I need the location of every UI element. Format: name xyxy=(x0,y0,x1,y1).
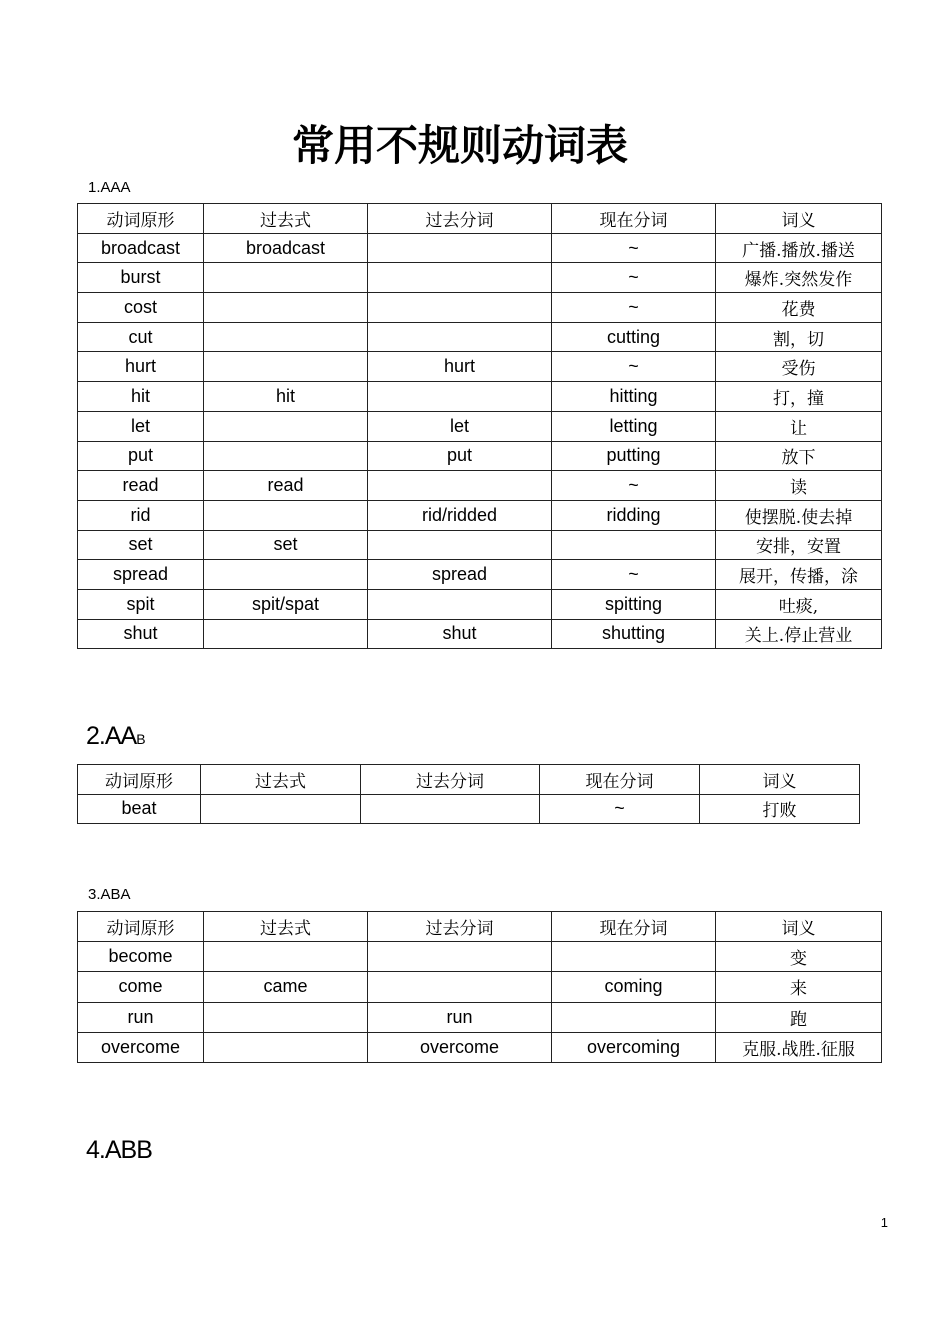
table-header-row xyxy=(78,765,860,795)
past-participle-cell: hurt xyxy=(368,352,552,382)
present-participle-cell xyxy=(552,530,716,560)
base-form-cell: hurt xyxy=(78,352,204,382)
present-participle-cell xyxy=(552,942,716,972)
table-row xyxy=(78,411,882,441)
base-form-cell: come xyxy=(78,972,204,1002)
table-row xyxy=(78,1002,882,1032)
column-header: 过去式 xyxy=(204,912,368,942)
column-header: 过去分词 xyxy=(368,204,552,234)
base-form-cell: set xyxy=(78,530,204,560)
column-header: 词义 xyxy=(716,912,882,942)
table-row xyxy=(78,382,882,412)
past-tense-cell xyxy=(204,352,368,382)
section-heading-sub: B xyxy=(136,731,146,747)
past-tense-cell xyxy=(204,1002,368,1032)
meaning-cell: 打，撞 xyxy=(716,382,882,412)
base-form-cell: spit xyxy=(78,589,204,619)
column-header: 现在分词 xyxy=(552,204,716,234)
meaning-cell: 放下 xyxy=(716,441,882,471)
column-header: 词义 xyxy=(716,204,882,234)
past-participle-cell: run xyxy=(368,1002,552,1032)
past-tense-cell: hit xyxy=(204,382,368,412)
past-tense-cell xyxy=(204,293,368,323)
past-tense-cell xyxy=(201,794,361,824)
past-tense-cell xyxy=(204,560,368,590)
table-row xyxy=(78,619,882,649)
past-tense-cell xyxy=(204,1032,368,1062)
meaning-cell: 变 xyxy=(716,942,882,972)
present-participle-cell: ~ xyxy=(552,352,716,382)
column-header: 过去式 xyxy=(204,204,368,234)
section-heading-main: 2.AA xyxy=(86,722,137,750)
table-header-row xyxy=(78,204,882,234)
present-participle-cell: ~ xyxy=(552,293,716,323)
past-participle-cell xyxy=(368,263,552,293)
column-header: 过去分词 xyxy=(361,765,540,795)
past-tense-cell xyxy=(204,322,368,352)
column-header: 过去式 xyxy=(201,765,361,795)
meaning-cell: 安排，安置 xyxy=(716,530,882,560)
meaning-cell: 割，切 xyxy=(716,322,882,352)
present-participle-cell: ~ xyxy=(552,263,716,293)
present-participle-cell: spitting xyxy=(552,589,716,619)
base-form-cell: hit xyxy=(78,382,204,412)
table-row xyxy=(78,589,882,619)
table-row xyxy=(78,441,882,471)
past-participle-cell: spread xyxy=(368,560,552,590)
meaning-cell: 花费 xyxy=(716,293,882,323)
past-participle-cell xyxy=(368,972,552,1002)
page-number: 1 xyxy=(880,1215,888,1230)
base-form-cell: cut xyxy=(78,322,204,352)
present-participle-cell: putting xyxy=(552,441,716,471)
base-form-cell: let xyxy=(78,411,204,441)
page-title: 常用不规则动词表 xyxy=(291,121,628,170)
base-form-cell: broadcast xyxy=(78,233,204,263)
present-participle-cell: ~ xyxy=(552,471,716,501)
meaning-cell: 跑 xyxy=(716,1002,882,1032)
base-form-cell: rid xyxy=(78,500,204,530)
past-participle-cell: put xyxy=(368,441,552,471)
verb-table-aaa xyxy=(77,203,882,649)
column-header: 现在分词 xyxy=(552,912,716,942)
base-form-cell: spread xyxy=(78,560,204,590)
table-row xyxy=(78,293,882,323)
table-row xyxy=(78,530,882,560)
column-header: 词义 xyxy=(700,765,860,795)
present-participle-cell: ~ xyxy=(552,233,716,263)
past-tense-cell: came xyxy=(204,972,368,1002)
column-header: 动词原形 xyxy=(78,204,204,234)
meaning-cell: 吐痰, xyxy=(716,589,882,619)
past-participle-cell xyxy=(361,794,540,824)
meaning-cell: 使摆脱.使去掉 xyxy=(716,500,882,530)
past-tense-cell xyxy=(204,619,368,649)
table-row xyxy=(78,972,882,1002)
base-form-cell: run xyxy=(78,1002,204,1032)
column-header: 现在分词 xyxy=(540,765,700,795)
meaning-cell: 受伤 xyxy=(716,352,882,382)
present-participle-cell: coming xyxy=(552,972,716,1002)
present-participle-cell: ~ xyxy=(552,560,716,590)
table-row xyxy=(78,471,882,501)
verb-table-aab xyxy=(77,764,860,824)
past-tense-cell: read xyxy=(204,471,368,501)
column-header: 动词原形 xyxy=(78,912,204,942)
verb-table-aba xyxy=(77,911,882,1063)
past-participle-cell xyxy=(368,530,552,560)
past-tense-cell: set xyxy=(204,530,368,560)
base-form-cell: put xyxy=(78,441,204,471)
past-tense-cell xyxy=(204,263,368,293)
table-row xyxy=(78,352,882,382)
table-header-row xyxy=(78,912,882,942)
present-participle-cell: shutting xyxy=(552,619,716,649)
section-heading-aba: 3.ABA xyxy=(88,886,131,903)
past-participle-cell xyxy=(368,233,552,263)
meaning-cell: 让 xyxy=(716,411,882,441)
meaning-cell: 来 xyxy=(716,972,882,1002)
past-participle-cell: overcome xyxy=(368,1032,552,1062)
present-participle-cell: ridding xyxy=(552,500,716,530)
present-participle-cell xyxy=(552,1002,716,1032)
table-row xyxy=(78,322,882,352)
present-participle-cell: cutting xyxy=(552,322,716,352)
table-row xyxy=(78,263,882,293)
present-participle-cell: ~ xyxy=(540,794,700,824)
past-tense-cell xyxy=(204,500,368,530)
present-participle-cell: overcoming xyxy=(552,1032,716,1062)
present-participle-cell: hitting xyxy=(552,382,716,412)
meaning-cell: 爆炸.突然发作 xyxy=(716,263,882,293)
meaning-cell: 广播.播放.播送 xyxy=(716,233,882,263)
meaning-cell: 克服.战胜.征服 xyxy=(716,1032,882,1062)
table-row xyxy=(78,500,882,530)
base-form-cell: beat xyxy=(78,794,201,824)
past-tense-cell xyxy=(204,411,368,441)
base-form-cell: shut xyxy=(78,619,204,649)
column-header: 过去分词 xyxy=(368,912,552,942)
table-row xyxy=(78,560,882,590)
base-form-cell: read xyxy=(78,471,204,501)
past-participle-cell xyxy=(368,293,552,323)
meaning-cell: 关上.停止营业 xyxy=(716,619,882,649)
past-tense-cell xyxy=(204,942,368,972)
past-participle-cell: shut xyxy=(368,619,552,649)
section-heading-aab xyxy=(86,721,146,754)
table-row xyxy=(78,1032,882,1062)
past-participle-cell: rid/ridded xyxy=(368,500,552,530)
past-participle-cell xyxy=(368,471,552,501)
base-form-cell: burst xyxy=(78,263,204,293)
base-form-cell: overcome xyxy=(78,1032,204,1062)
past-tense-cell: spit/spat xyxy=(204,589,368,619)
past-participle-cell: let xyxy=(368,411,552,441)
table-row xyxy=(78,233,882,263)
table-row xyxy=(78,794,860,824)
meaning-cell: 打败 xyxy=(700,794,860,824)
past-participle-cell xyxy=(368,589,552,619)
meaning-cell: 展开，传播，涂 xyxy=(716,560,882,590)
column-header: 动词原形 xyxy=(78,765,201,795)
section-heading-abb: 4.ABB xyxy=(86,1136,152,1164)
past-participle-cell xyxy=(368,942,552,972)
base-form-cell: become xyxy=(78,942,204,972)
base-form-cell: cost xyxy=(78,293,204,323)
section-heading-aaa: 1.AAA xyxy=(88,179,131,196)
past-participle-cell xyxy=(368,382,552,412)
past-participle-cell xyxy=(368,322,552,352)
meaning-cell: 读 xyxy=(716,471,882,501)
present-participle-cell: letting xyxy=(552,411,716,441)
table-row xyxy=(78,942,882,972)
past-tense-cell: broadcast xyxy=(204,233,368,263)
past-tense-cell xyxy=(204,441,368,471)
